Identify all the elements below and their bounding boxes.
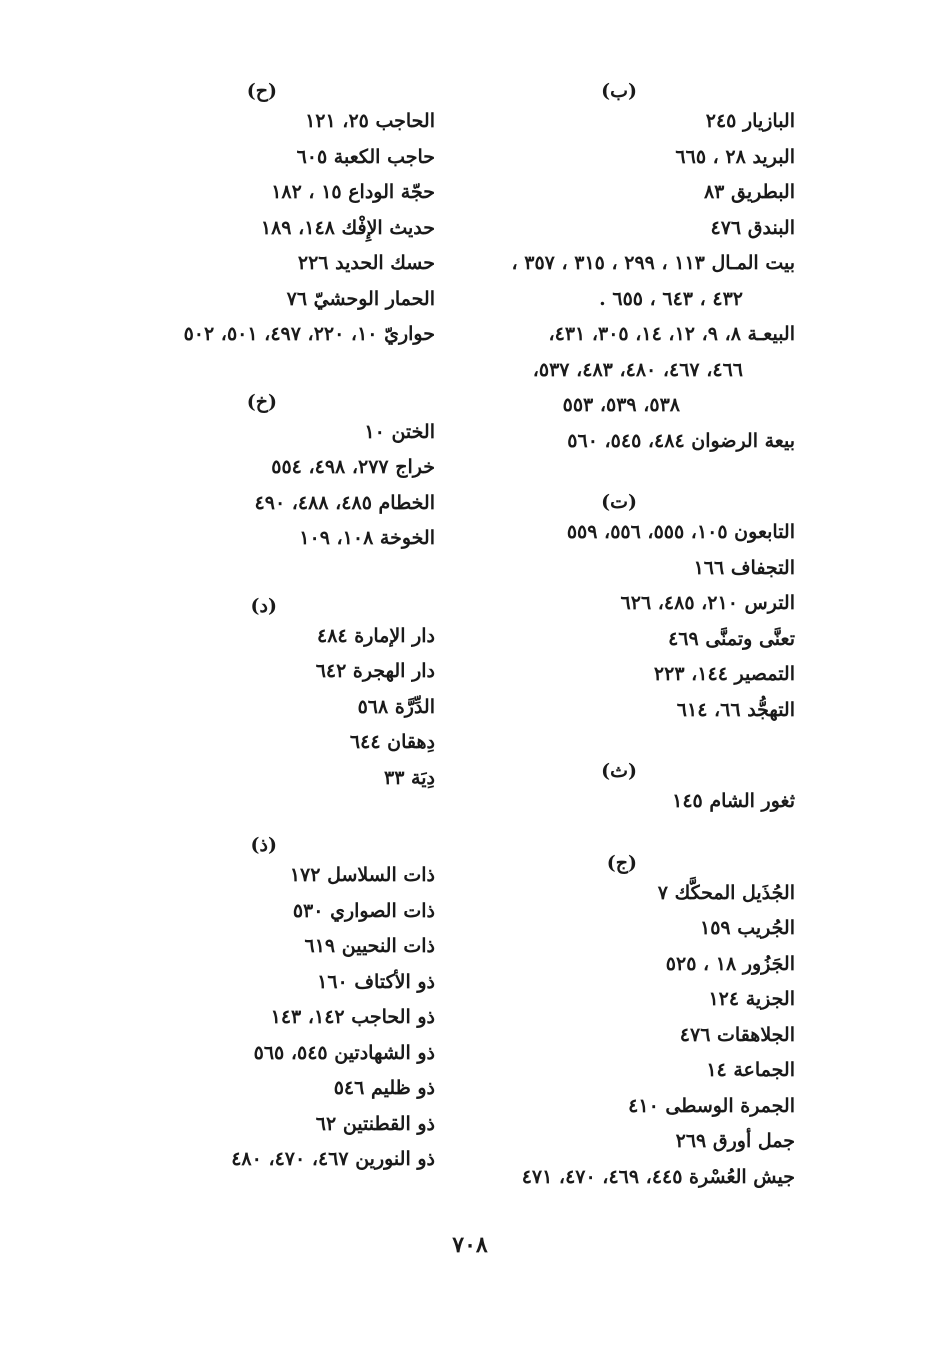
index-entry: البندق ٤٧٦ [710, 216, 795, 239]
index-entry: التهجُّد ٦٦، ٦١٤ [676, 698, 795, 721]
index-entry: الختن ١٠ [364, 420, 435, 443]
index-entry-continuation: ٥٣٨، ٥٣٩، ٥٥٣ [562, 394, 680, 416]
index-entry: ذو الحاجب ١٤٢، ١٤٣ [270, 1006, 435, 1028]
index-entry: بيعة الرضوان ٤٨٤، ٥٤٥، ٥٦٠ [567, 429, 795, 452]
index-entry: ثغور الشام ١٤٥ [672, 790, 795, 812]
left-column [40, 78, 435, 1178]
index-entry: البازيار ٢٤٥ [705, 110, 795, 132]
index-entry: الترس ٢١٠، ٤٨٥، ٦٢٦ [620, 592, 795, 614]
section-letter-ha: (ح) [246, 80, 277, 102]
section-letter-ta: (ت) [601, 491, 637, 513]
index-entry: حجّة الوداع ١٥ ، ١٨٢ [271, 181, 435, 203]
index-entry: دِيَة ٣٣ [384, 766, 435, 789]
index-entry: جيش العُسْرة ٤٤٥، ٤٦٩، ٤٧٠، ٤٧١ [521, 1165, 795, 1188]
index-entry: تعنَّى وتمنَّى ٤٦٩ [668, 627, 795, 650]
index-entry: خراج ٢٧٧، ٤٩٨، ٥٥٤ [271, 456, 435, 478]
index-entry: بيت المـال ١١٣ ، ٢٩٩ ، ٣١٥ ، ٣٥٧ ، [511, 252, 795, 274]
index-entry: ذو الشهادتين ٥٤٥، ٥٦٥ [253, 1041, 435, 1064]
index-entry: دِهقان ٦٤٤ [349, 731, 435, 753]
index-entry: التمصير ١٤٤، ٢٢٣ [653, 663, 795, 685]
index-entry: ذات النحيين ٦١٩ [304, 935, 435, 957]
index-entry: التجفاف ١٦٦ [693, 556, 795, 579]
index-entry: الجَزُور ١٨ ، ٥٢٥ [665, 952, 795, 975]
index-entry: البريد ٢٨ ، ٦٦٥ [675, 145, 795, 168]
index-entry: ذو القطنتين ٦٢ [315, 1112, 435, 1135]
section-letter-dhal: (ذ) [250, 834, 277, 856]
right-column [435, 78, 795, 1195]
section-letter-jim: (ج) [606, 851, 637, 874]
section-letter-dal: (د) [250, 594, 277, 617]
index-entry: الجزية ١٢٤ [708, 988, 795, 1010]
index-entry: الجُريب ١٥٩ [699, 917, 795, 939]
index-entry: ذات الصواري ٥٣٠ [292, 899, 435, 922]
index-entry: حسك الحديد ٢٢٦ [297, 252, 435, 274]
section-letter-kha: (خ) [246, 390, 277, 413]
index-entry: البيعـة ٨، ٩، ١٢، ١٤، ٣٠٥، ٤٣١، [548, 323, 795, 345]
page-number: ٧٠٨ [452, 1232, 488, 1258]
index-entry: ذات السلاسل ١٧٢ [289, 864, 435, 886]
index-entry: ذو النورين ٤٦٧، ٤٧٠، ٤٨٠ [231, 1148, 435, 1170]
index-entry: الخوخة ١٠٨، ١٠٩ [299, 527, 435, 549]
index-entry: الجمرة الوسطى ٤١٠ [628, 1094, 795, 1117]
index-entry: الجُذَيل المحكَّك ٧ [657, 881, 795, 904]
index-entry: البطريق ٨٣ [703, 181, 795, 203]
section-letter-tha: (ث) [601, 760, 637, 782]
index-entry: ذو الأكتاف ١٦٠ [317, 970, 435, 993]
index-entry-continuation: ٤٦٦، ٤٦٧، ٤٨٠، ٤٨٣، ٥٣٧، [532, 358, 743, 381]
index-entry: ذو ظليم ٥٤٦ [333, 1077, 435, 1099]
index-entry: جمل أورق ٢٦٩ [675, 1130, 795, 1152]
index-entry: التابعون ١٠٥، ٥٥٥، ٥٥٦، ٥٥٩ [566, 521, 795, 543]
section-letter-ba: (ب) [601, 80, 637, 102]
index-entry: دار الإمارة ٤٨٤ [317, 624, 435, 647]
index-entry-continuation: ٤٣٢ ، ٦٤٣ ، ٦٥٥ . [599, 287, 743, 310]
index-entry: حواريّ ١٠، ٢٢٠، ٤٩٧، ٥٠١، ٥٠٢ [183, 323, 435, 345]
index-entry: الحمار الوحشيّ ٧٦ [286, 287, 435, 310]
index-entry: دار الهجرة ٦٤٢ [315, 660, 435, 682]
index-entry: حاجب الكعبة ٦٠٥ [296, 145, 435, 168]
index-entry: الحاجب ٢٥، ١٢١ [305, 110, 435, 132]
index-entry: الخطام ٤٨٥، ٤٨٨، ٤٩٠ [254, 491, 435, 514]
index-entry: الجماعة ١٤ [706, 1059, 795, 1081]
index-entry: الجلاهقات ٤٧٦ [679, 1023, 795, 1046]
index-entry: حديث الإِفْك ١٤٨، ١٨٩ [260, 216, 435, 239]
index-entry: الدِّرَّة ٥٦٨ [357, 695, 435, 718]
